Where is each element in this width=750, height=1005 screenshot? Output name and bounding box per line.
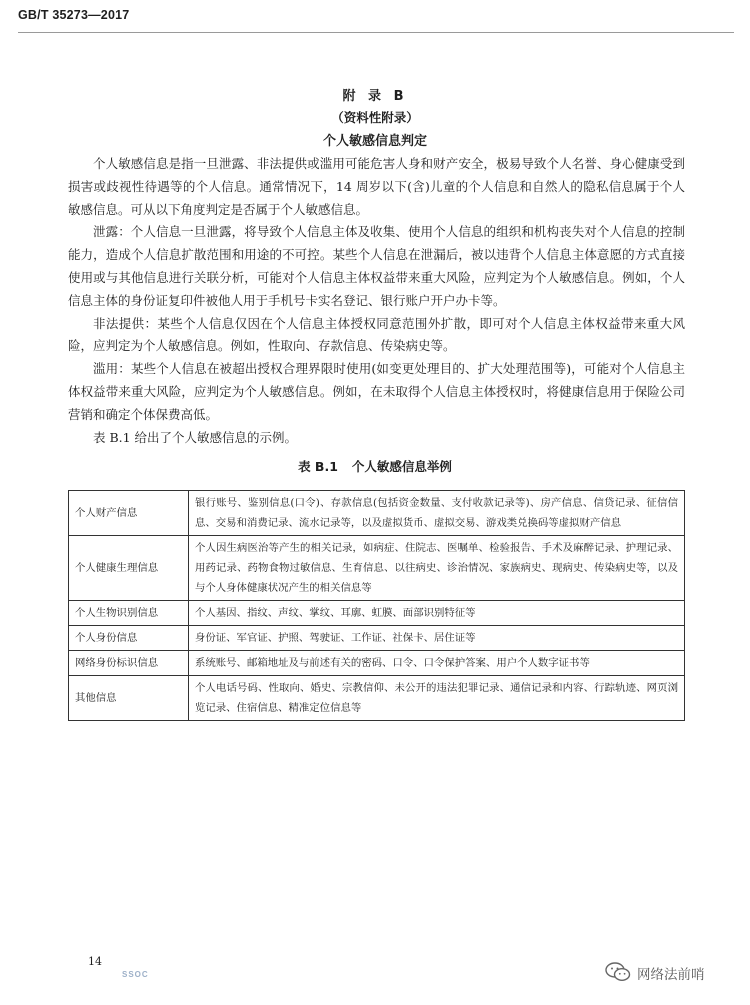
table-row (69, 626, 685, 651)
table-row (69, 601, 685, 626)
table-cell-examples: 个人因生病医治等产生的相关记录，如病症、住院志、医嘱单、检验报告、手术及麻醉记录、护理记录、用药记录、药物食物过敏信息、生育信息、以往病史、诊治情况、家族病史、现病史、传染病史等，以及与个人身体健康状况产生的相关信息等 (189, 536, 685, 601)
table-caption-number: 表 B.1 (298, 459, 338, 474)
table-row (69, 536, 685, 601)
paragraph-intro: 个人敏感信息是指一旦泄露、非法提供或滥用可能危害人身和财产安全，极易导致个人名誉、身心健康受到损害或歧视性待遇等的个人信息。通常情况下，14 周岁以下(含)儿童的个人信息和自然人的隐私信息属于个人敏感信息。可从以下角度判定是否属于个人敏感信息。 (68, 156, 685, 217)
paragraph-illegal-provision: 非法提供：某些个人信息仅因在个人信息主体授权同意范围外扩散，即可对个人信息主体权益带来重大风险，应判定为个人敏感信息。例如，性取向、存款信息、传染病史等。 (68, 315, 685, 354)
table-row (69, 491, 685, 536)
sensitive-info-table (68, 490, 685, 721)
appendix-title: 附 录 B (342, 89, 408, 104)
table-cell-examples: 个人电话号码、性取向、婚史、宗教信仰、未公开的违法犯罪记录、通信记录和内容、行踪轨迹、网页浏览记录、住宿信息、精准定位信息等 (189, 676, 685, 721)
paragraph-leak: 泄露：个人信息一旦泄露，将导致个人信息主体及收集、使用个人信息的组织和机构丧失对个人信息的控制能力，造成个人信息扩散范围和用途的不可控。某些个人信息在泄漏后，被以违背个人信息主体意愿的方式直接使用或与其他信息进行关联分析，可能对个人信息主体权益带来重大风险，应判定为个人敏感信息。例如，个人信息主体的身份证复印件被他人用于手机号卡实名登记、银行账户开户办卡等。 (68, 224, 685, 308)
table-cell-category: 个人生物识别信息 (69, 601, 189, 626)
page-number: 14 (88, 955, 102, 968)
table-cell-category: 其他信息 (69, 676, 189, 721)
table-caption-title: 个人敏感信息举例 (351, 459, 452, 474)
standard-code-header: GB/T 35273—2017 (18, 8, 130, 22)
wechat-icon (604, 961, 632, 983)
paragraph-table-ref: 表 B.1 给出了个人敏感信息的示例。 (93, 429, 298, 445)
watermark-text: 网络法前哨 (637, 967, 705, 983)
table-cell-examples: 身份证、军官证、护照、驾驶证、工作证、社保卡、居住证等 (189, 626, 685, 651)
table-caption (0, 457, 750, 475)
appendix-subtitle: （资料性附录） (331, 110, 419, 125)
table-cell-category: 个人健康生理信息 (69, 536, 189, 601)
table-cell-category: 网络身份标识信息 (69, 651, 189, 676)
table-cell-examples: 个人基因、指纹、声纹、掌纹、耳廓、虹膜、面部识别特征等 (189, 601, 685, 626)
ssoc-stamp: SSOC (122, 970, 149, 979)
paragraph-abuse: 滥用：某些个人信息在被超出授权合理界限时使用(如变更处理目的、扩大处理范围等)，可能对个人信息主体权益带来重大风险，应判定为个人敏感信息。例如，在未取得个人信息主体授权时，将健康信息用于保险公司营销和确定个体保费高低。 (68, 361, 685, 422)
header-divider (18, 32, 734, 33)
table-cell-category: 个人财产信息 (69, 491, 189, 536)
table-row (69, 676, 685, 721)
table-cell-examples: 银行账号、鉴别信息(口令)、存款信息(包括资金数量、支付收款记录等)、房产信息、信贷记录、征信信息、交易和消费记录、流水记录等，以及虚拟货币、虚拟交易、游戏类兑换码等虚拟财产信息 (189, 491, 685, 536)
table-cell-category: 个人身份信息 (69, 626, 189, 651)
appendix-name: 个人敏感信息判定 (322, 134, 427, 149)
body-text (68, 153, 685, 449)
table-row (69, 651, 685, 676)
table-cell-examples: 系统账号、邮箱地址及与前述有关的密码、口令、口令保护答案、用户个人数字证书等 (189, 651, 685, 676)
